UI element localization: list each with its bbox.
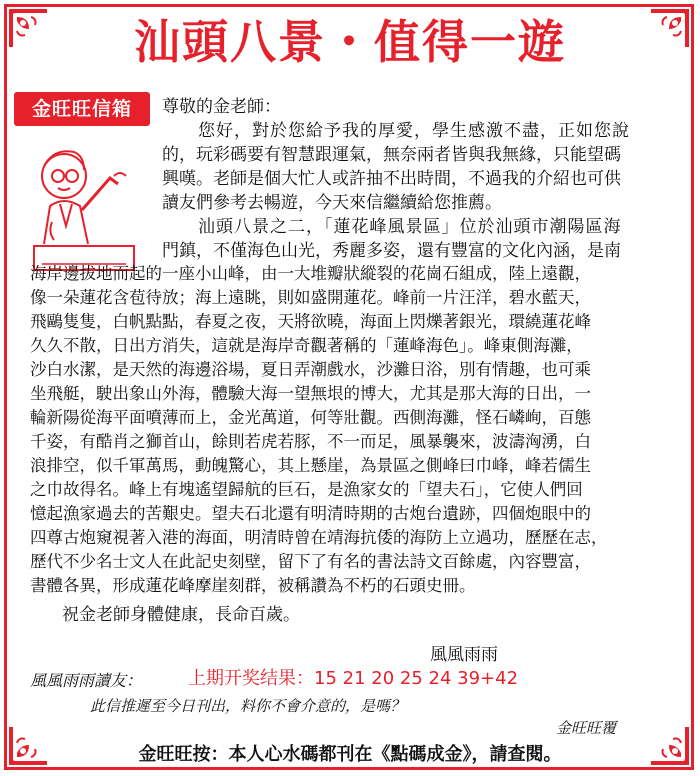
letter-line: 歷代不少名士文人在此記史刻壁，留下了有名的書法詩文百餘處，內容豐富，	[30, 552, 591, 571]
letter-line: 憶起漁家過去的苦艱史。望夫石北還有明清時期的古炮台遺跡，四個炮眼中的	[30, 504, 591, 523]
teacher-cartoon-icon	[14, 126, 150, 274]
letter-line: 之巾故得名。峰上有塊遙望歸航的巨石，是漁家女的「望夫石」，它使人們回	[30, 480, 583, 499]
letter-line: 讀友們參考去暢遊，今天來信繼續給您推薦。	[162, 193, 502, 213]
letter-line: 久久不散，日出方消失，這就是海岸奇觀著稱的「蓮峰海色」。峰東側海灘，	[30, 336, 583, 355]
lottery-results: 上期开奖结果：15 21 20 25 24 39+42	[188, 668, 519, 689]
letter-line: 像一朵蓮花含苞待放；海上遠眺，則如盛開蓮花。峰前一片汪洋，碧水藍天，	[30, 288, 591, 307]
letter-line: 海岸邊拔地而起的一座小山峰，由一大堆瓣狀縱裂的花崗石組成，陸上遠觀，	[30, 264, 591, 283]
letter-closing: 祝金老師身體健康，長命百歲。	[62, 605, 300, 625]
letter-line: 汕頭八景之二，「蓮花峰風景區」位於汕頭市潮陽區海	[198, 217, 622, 237]
letter-line: 書體各異，形成蓮花峰摩崖刻群，被稱讚為不朽的石頭史冊。	[30, 576, 476, 595]
letter-line: 坐飛艇，駛出象山外海，體驗大海一望無垠的博大，尤其是那大海的日出，一	[30, 384, 591, 403]
page-title: 汕頭八景・值得一遊	[134, 15, 566, 69]
letter-line: 輪新陽從海平面噴薄而上，金光萬道，何等壯觀。西側海灘，怪石嶙峋，百態	[30, 408, 591, 427]
letter-line: 的，玩彩碼要有智慧跟運氣，無奈兩者皆與我無緣，只能望碼	[162, 145, 621, 165]
mailbox-badge	[14, 92, 150, 274]
teacher-illustration	[14, 126, 150, 274]
footer-note: 金旺旺按：本人心水碼都刊在《點碼成金》，請查閱。	[138, 744, 562, 765]
editor-note: 此信推遲至今日刊出，料你不會介意的，是嗎？	[90, 697, 406, 715]
letter-line: 興嘆。老師是個大忙人或許抽不出時間，不過我的介紹也可供	[162, 169, 621, 189]
reply-signature: 金旺旺覆	[556, 719, 617, 737]
letter-line: 沙白水潔，是天然的海邊浴場，夏日弄潮戲水，沙灘日浴，別有情趣，也可乘	[30, 360, 591, 379]
letter-line: 您好，對於您給予我的厚愛，學生感激不盡，正如您說	[198, 121, 630, 141]
letter-greeting: 尊敬的金老師：	[162, 97, 281, 117]
letter-line: 千姿，有酷肖之獅首山，餘則若虎若豚，不一而足，風暴襲來，波濤洶湧，白	[30, 432, 591, 451]
letter-line: 四尊古炮窺視著入港的海面，明清時曾在靖海抗倭的海防上立過功，歷歷在志，	[30, 528, 608, 547]
reader-label: 風風雨雨讀友：	[30, 671, 143, 690]
letter-sender: 風風雨雨	[430, 645, 498, 665]
mailbox-label: 金旺旺信箱	[14, 92, 150, 126]
letter-line: 門鎮，不僅海色山光，秀麗多姿，還有豐富的文化內涵，是南	[162, 241, 621, 261]
letter-line: 浪排空，似千軍萬馬，動魄驚心，其上懸崖，為景區之側峰曰巾峰，峰若儒生	[30, 456, 591, 475]
letter-line: 飛鷗隻隻，白帆點點，春夏之夜，天將欲曉，海面上閃爍著銀光，環繞蓮花峰	[30, 312, 591, 331]
